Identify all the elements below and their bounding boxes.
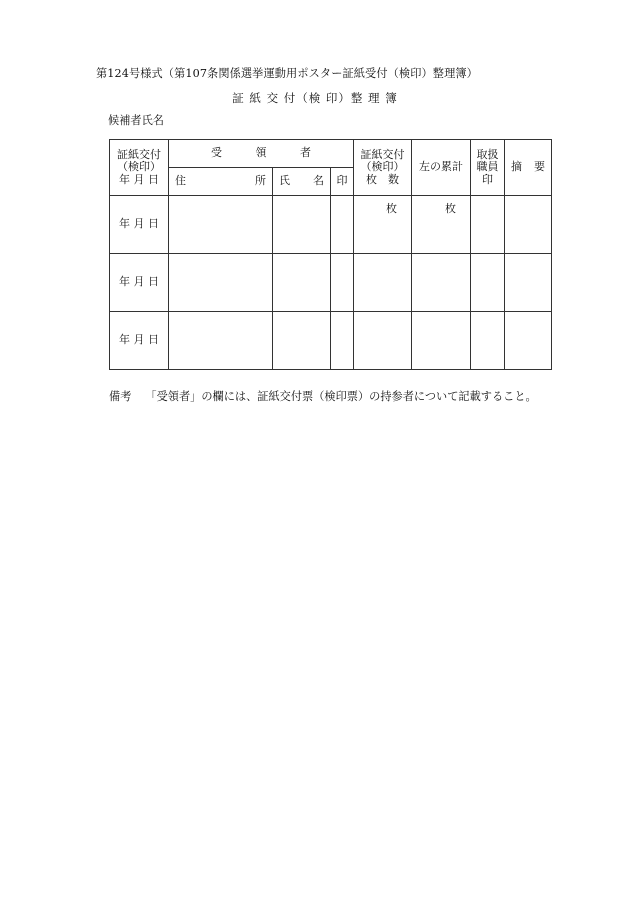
name-cell[interactable] [273,312,331,370]
remarks-cell[interactable] [505,254,552,312]
seal-cell[interactable] [331,312,354,370]
address-cell[interactable] [169,312,273,370]
table-row [110,312,552,370]
seal-cell[interactable] [331,196,354,254]
address-cell[interactable] [169,254,273,312]
page-title: 証 紙 交 付（検 印）整 理 簿 [232,91,398,105]
seal-cell[interactable] [331,254,354,312]
table-row [110,196,552,254]
address-cell[interactable] [169,196,273,254]
cumulative-cell[interactable] [412,312,471,370]
cumulative-header: 左の累計 [412,140,471,196]
note-label: 備考 [109,390,132,403]
name-header: 氏 名 [273,168,331,196]
handler-seal-header: 取扱 職員 印 [471,140,505,196]
date-cell: 年 月 日 [110,312,169,370]
name-cell[interactable] [273,254,331,312]
address-header: 住 所 [169,168,273,196]
stamp-count-header: 証紙交付 （検印） 枚 数 [354,140,412,196]
recipient-header: 受 領 者 [169,140,354,168]
remarks-cell[interactable] [505,196,552,254]
date-header: 証紙交付 （検印） 年 月 日 [110,140,169,196]
handler-seal-cell[interactable] [471,312,505,370]
handler-seal-cell[interactable] [471,196,505,254]
stamp-count-cell[interactable] [354,254,412,312]
table-row [110,254,552,312]
candidate-name-label: 候補者氏名 [108,114,164,127]
remarks-note [109,388,537,404]
name-cell[interactable] [273,196,331,254]
header-row-1 [110,140,552,168]
note-text: 「受領者」の欄には、証紙交付票（検印票）の持参者について記載すること。 [145,390,537,403]
remarks-cell[interactable] [505,312,552,370]
seal-header: 印 [331,168,354,196]
stamp-count-cell[interactable] [354,312,412,370]
remarks-header: 摘 要 [505,140,552,196]
date-cell: 年 月 日 [110,254,169,312]
date-cell: 年 月 日 [110,196,169,254]
register-table [109,139,552,370]
form-header: 第124号様式（第107条関係選挙運動用ポスター証紙受付（検印）整理簿） [96,67,478,80]
stamp-count-cell[interactable]: 枚 [354,196,412,254]
cumulative-cell[interactable] [412,254,471,312]
cumulative-cell[interactable]: 枚 [412,196,471,254]
handler-seal-cell[interactable] [471,254,505,312]
